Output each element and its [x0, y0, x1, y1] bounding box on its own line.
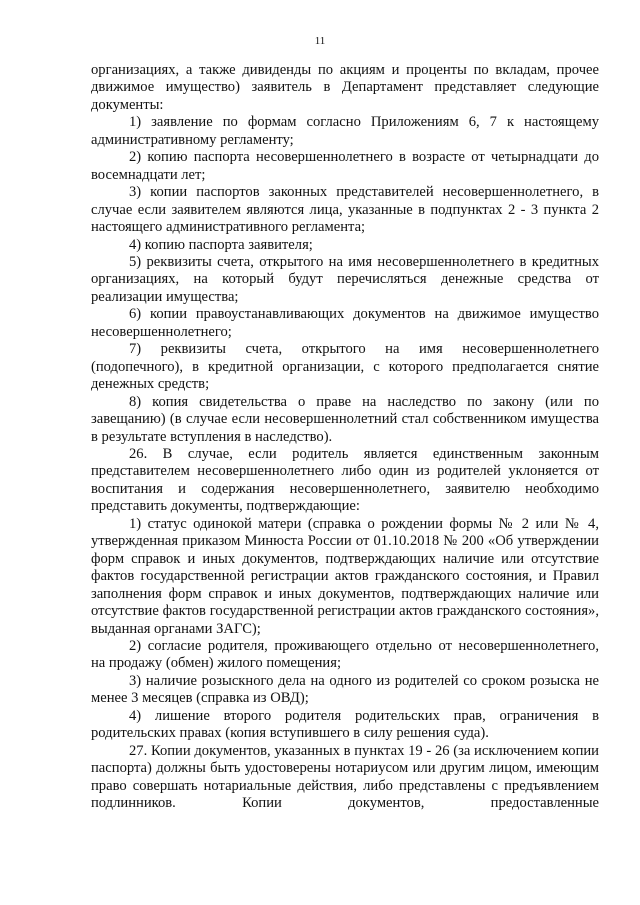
- list-item: 8) копия свидетельства о праве на наследство по закону (или по завещанию) (в случае если несовершеннолетний стал собственником имущества в результате вступления в наследство).: [91, 393, 599, 445]
- list-item: 6) копии правоустанавливающих документов на движимое имущество несовершеннолетнего;: [91, 306, 599, 340]
- list-item: 4) копию паспорта заявителя;: [129, 236, 313, 253]
- list-item: 3) копии паспортов законных представителей несовершеннолетнего, в случае если заявителем являются лица, указанные в подпунктах 2 - 3 пункта 2 настоящего административного регламента;: [91, 184, 599, 236]
- page-number: 11: [314, 35, 326, 47]
- list-item: 5) реквизиты счета, открытого на имя несовершеннолетнего в кредитных организациях, на который будут перечисляться денежные средства от реализации имущества;: [91, 253, 599, 305]
- paragraph-intro: организациях, а также дивиденды по акциям и проценты по вкладам, прочее движимое имущество) заявитель в Департамент представляет следующие документы:: [91, 62, 599, 113]
- document-body: [91, 62, 599, 812]
- list-item: 1) заявление по формам согласно Приложениям 6, 7 к настоящему административному регламенту;: [91, 114, 599, 148]
- list-item: 4) лишение второго родителя родительских прав, ограничения в родительских правах (копия вступившего в силу решения суда).: [91, 707, 599, 742]
- clause-26-paragraph: 26. В случае, если родитель является единственным законным представителем несовершеннолетнего либо один из родителей уклоняется от воспитания и содержания несовершеннолетнего, заявителю необходимо представить документы, подтверждающие:: [91, 445, 599, 515]
- list-item: 1) статус одинокой матери (справка о рождении формы № 2 или № 4, утвержденная приказом Минюста России от 01.10.2018 № 200 «Об утверждении форм справок и иных документов, подтверждающих наличие или отсутствие фактов государственной регистрации актов гражданского состояния, и Правил заполнения форм справок и иных документов, подтверждающих наличие или отсутствие фактов государственной регистрации актов гражданского состояния», выданная органами ЗАГС);: [91, 515, 599, 637]
- list-item: 7) реквизиты счета, открытого на имя несовершеннолетнего (подопечного), в кредитной организации, с которого предполагается снятие денежных средств;: [91, 341, 599, 393]
- list-item: 2) копию паспорта несовершеннолетнего в возрасте от четырнадцати до восемнадцати лет;: [91, 149, 599, 183]
- clause-27-paragraph: 27. Копии документов, указанных в пунктах 19 - 26 (за исключением копии паспорта) должны быть удостоверены нотариусом или другим лицом, имеющим право совершать нотариальные действия, либо представлены с предъявлением подлинников. Копии документов, предоставленные: [91, 742, 599, 812]
- list-item: 2) согласие родителя, проживающего отдельно от несовершеннолетнего, на продажу (обмен) жилого помещения;: [91, 637, 599, 672]
- list-item: 3) наличие розыскного дела на одного из родителей со сроком розыска не менее 3 месяцев (справка из ОВД);: [91, 672, 599, 707]
